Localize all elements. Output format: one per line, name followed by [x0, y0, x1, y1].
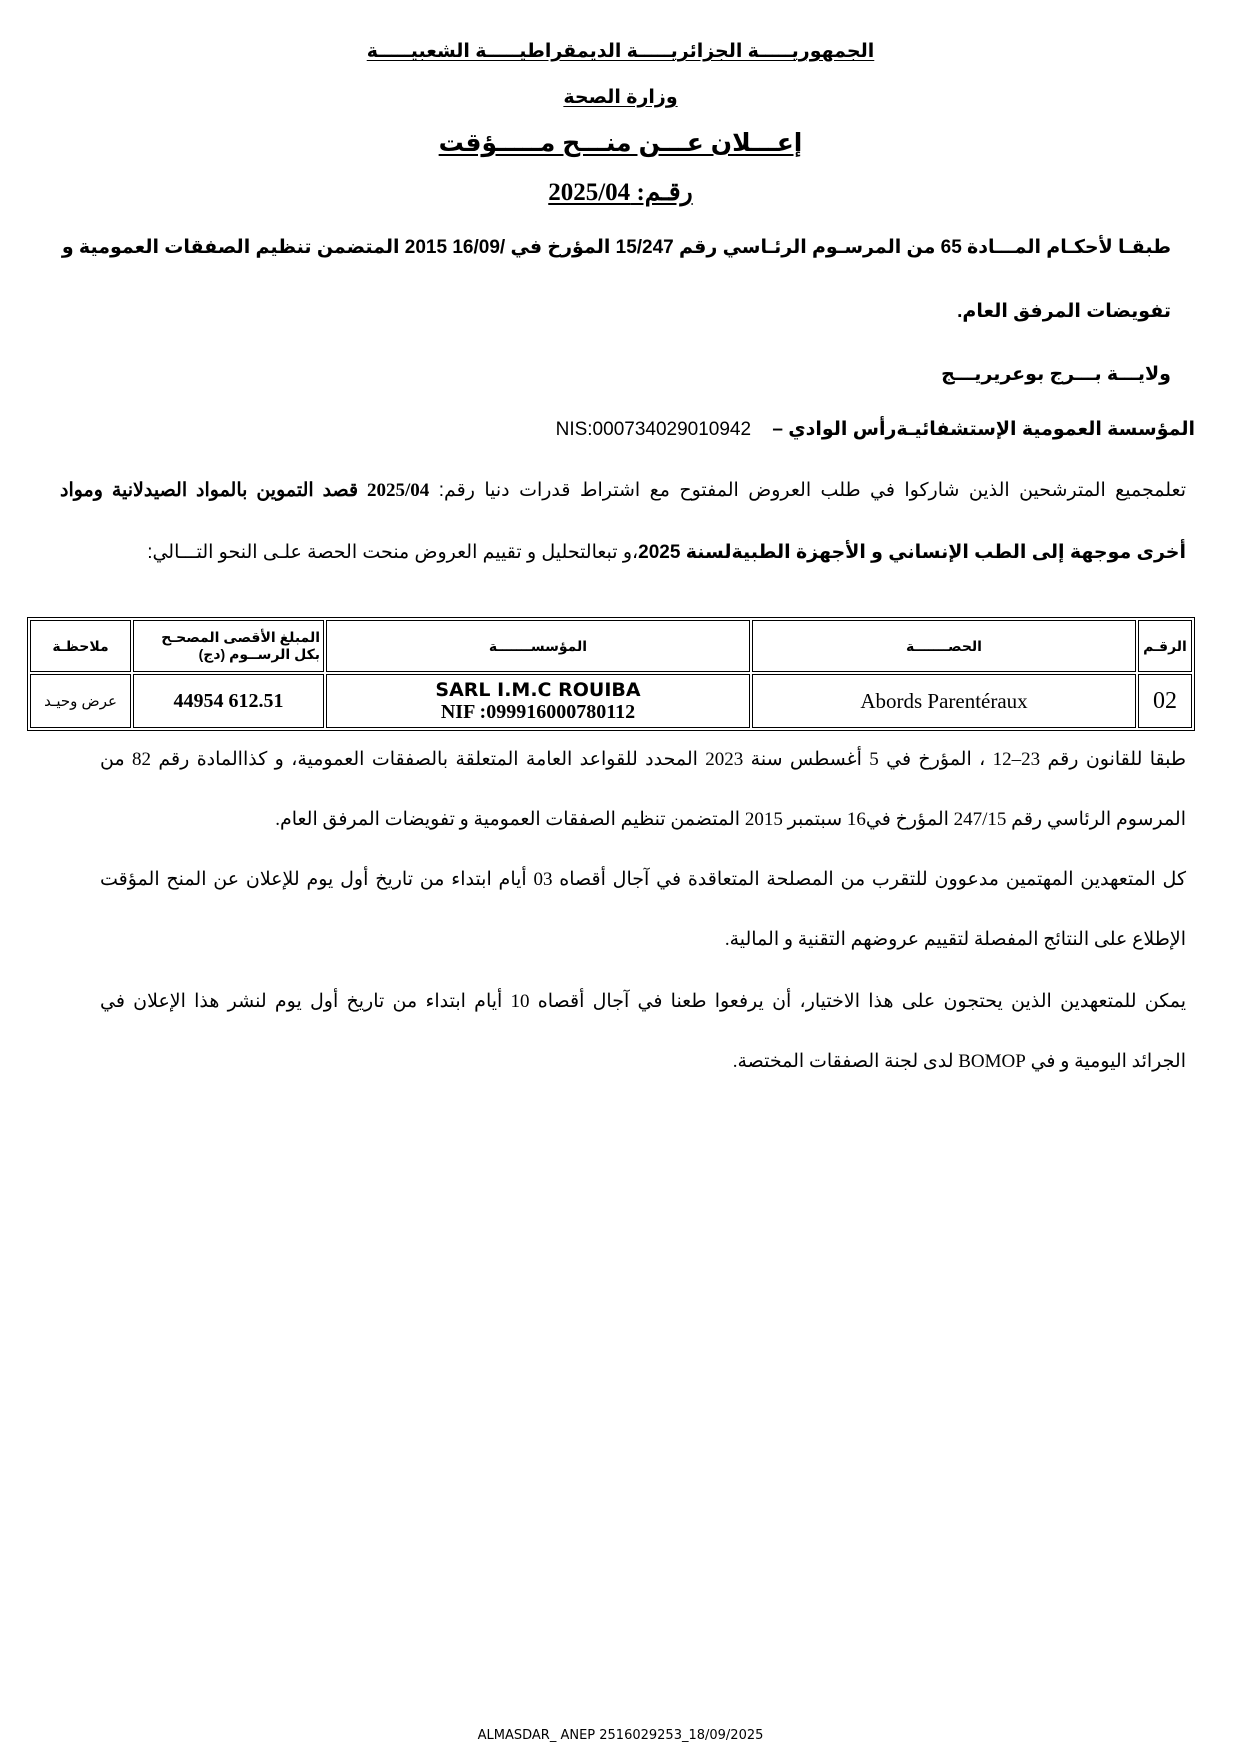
announcement-title: إعـــلان عـــن منـــح مـــــؤقت	[438, 129, 803, 157]
body-line-2: المرسوم الرئاسي رقم 247/15 المؤرخ في16 سبتمبر 2015 المتضمن تنظيم الصفقات العمومية و تفويضات المرفق العام.	[275, 809, 1186, 830]
republic-heading: الجمهوريـــــة الجزائريـــــة الديمقراطيـــــة الشعبيـــــة	[366, 41, 875, 62]
body-line-5: يمكن للمتعهدين الذين يحتجون على هذا الاختيار، أن يرفعوا طعنا في آجال أقصاه 10 أيام ابتداء من تاريخ أول يوم لنشر هذا الإعلان في	[100, 991, 1186, 1012]
institution-nis: NIS:000734029010942	[555, 419, 752, 440]
legal-basis-line-2: تفويضات المرفق العام.	[957, 301, 1171, 322]
publication-reference: ALMASDAR_ ANEP 2516029253_18/09/2025	[477, 1728, 764, 1743]
header-company: المؤسســـــــة	[326, 620, 750, 672]
awarded-lots-table	[27, 617, 1195, 731]
row-note: عرض وحيـد	[30, 674, 131, 728]
ministry-heading: وزارة الصحة	[563, 87, 678, 108]
row-company-name: SARL I.M.C ROUIBA	[435, 678, 641, 701]
wilaya-label: ولايـــة بـــرج بوعريريـــج	[941, 364, 1171, 385]
header-lot: الحصـــــــة	[752, 620, 1136, 672]
row-lot: Abords Parentéraux	[752, 674, 1136, 728]
row-company-nif: NIF :099916000780112	[440, 700, 636, 723]
header-amount-line-1: المبلغ الأقصى المصحـح	[161, 629, 320, 645]
table-row	[30, 674, 1192, 728]
institution-name: المؤسسة العمومية الإستشفائيـةرأس الوادي –	[772, 419, 1195, 440]
notice-line-2-regular: ،و تبعالتحليل و تقييم العروض منحت الحصة علـى النحو التـــالي:	[147, 542, 639, 563]
notice-line-2-bold: أخرى موجهة إلى الطب الإنساني و الأجهزة الطبيةلسنة 2025	[638, 542, 1186, 563]
notice-line-1	[60, 479, 1186, 502]
notice-line-1-regular: تعلمجميع المترشحين الذين شاركوا في طلب العروض المفتوح مع اشتراط قدرات دنيا رقم:	[429, 480, 1186, 501]
body-line-4: الإطلاع على النتائج المفصلة لتقييم عروضهم التقنية و المالية.	[724, 929, 1186, 950]
body-line-3: كل المتعهدين المهتمين مدعوون للتقرب من المصلحة المتعاقدة في آجال أقصاه 03 أيام ابتداء من تاريخ أول يوم للإعلان عن المنح المؤقت	[100, 869, 1186, 890]
header-note: ملاحظـة	[30, 620, 131, 672]
notice-line-1-bold: 2025/04 قصد التموين بالمواد الصيدلانية ومواد	[60, 480, 430, 501]
legal-basis-line-1: طبقـا لأحكـام المـــادة 65 من المرسـوم الرئـاسي رقم 15/247 المؤرخ في /16/09 2015 المتضمن تنظيم الصفقات العمومية و	[61, 237, 1171, 258]
announcement-number: رقـم: 2025/04	[548, 179, 693, 206]
header-number: الرقـم	[1138, 620, 1192, 672]
body-line-1: طبقا للقانون رقم 23–12 ، المؤرخ في 5 أغسطس سنة 2023 المحدد للقواعد العامة المتعلقة بالصفقات العمومية، و كذاالمادة رقم 82 من	[100, 749, 1187, 770]
header-amount-line-2: بكل الرســوم (دج)	[198, 646, 320, 662]
institution-line	[556, 418, 1195, 441]
header-amount	[133, 620, 324, 672]
row-number: 02	[1138, 674, 1192, 728]
table-header-row	[30, 620, 1192, 672]
notice-line-2	[147, 541, 1186, 564]
body-line-6: الجرائد اليومية و في BOMOP لدى لجنة الصفقات المختصة.	[732, 1051, 1186, 1072]
row-company	[326, 674, 750, 728]
row-amount: 44954 612.51	[133, 674, 324, 728]
